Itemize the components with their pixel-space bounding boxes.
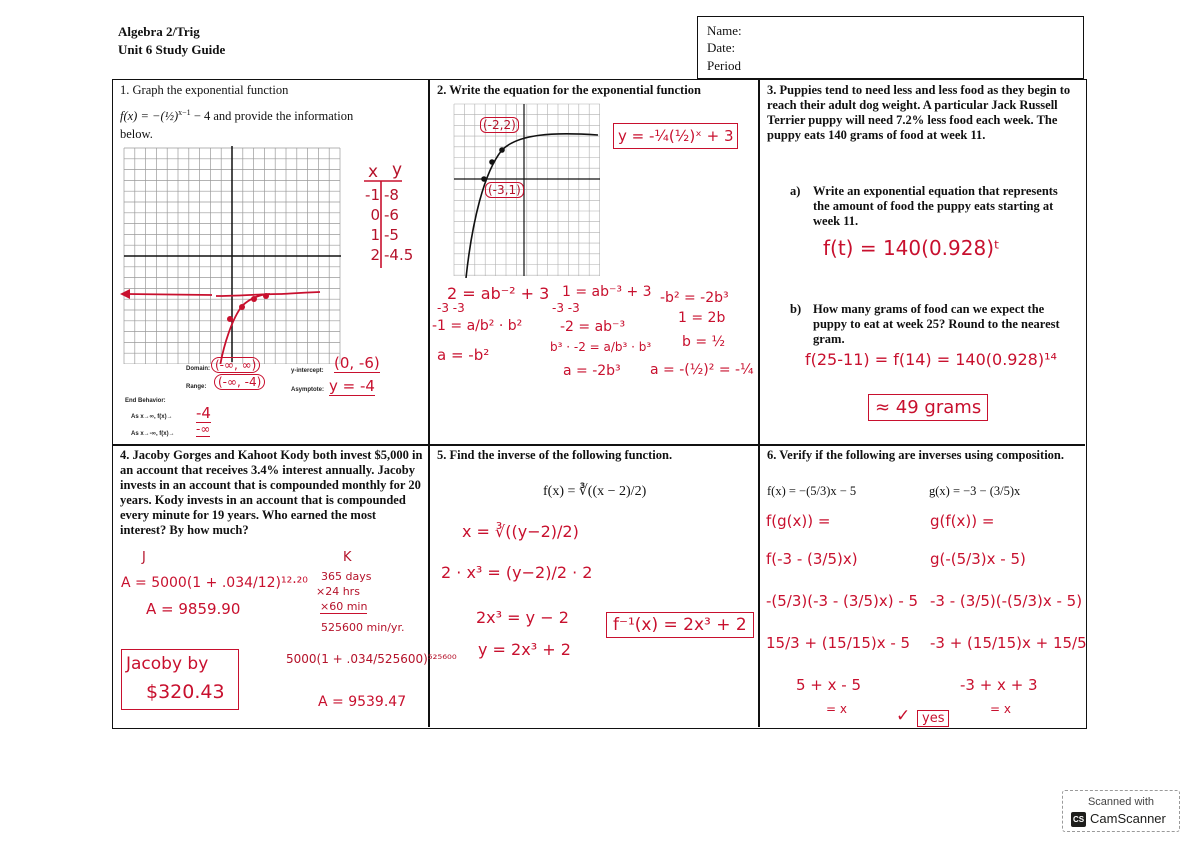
q1-table-x-cell: -1 — [365, 186, 380, 204]
scanned-with-text: Scanned with — [1087, 796, 1155, 808]
q2-work-line: -3 -3 — [552, 301, 580, 315]
q2-work-line: -b² = -2b³ — [660, 290, 729, 306]
domain-answer: (-∞, ∞) — [211, 357, 260, 373]
q4-j-result: A = 9859.90 — [146, 600, 241, 618]
q4-k-work1: 365 days — [321, 570, 372, 583]
q6-work-line: = x — [826, 702, 847, 716]
q2-point — [481, 176, 487, 182]
q2-prompt: 2. Write the equation for the exponential function — [437, 83, 701, 97]
q2-point1-label: (-2,2) — [480, 117, 519, 133]
q4-answer-line2: $320.43 — [146, 681, 225, 703]
asymptote-answer: y = -4 — [329, 377, 375, 395]
q4-answer-line1: Jacoby by — [126, 654, 209, 674]
q6-work-line: -(5/3)(-3 - (3/5)x) - 5 — [766, 592, 919, 610]
q3b-label: b) — [790, 302, 802, 316]
q4-k-result: A = 9539.47 — [318, 694, 407, 710]
camscanner-brand: CamScanner — [1090, 811, 1166, 826]
q4-k-formula: 5000(1 + .034/525600)⁵²⁵⁶⁰⁰ — [286, 652, 457, 666]
divider — [113, 444, 1085, 446]
q6-work-line: 15/3 + (15/15)x - 5 — [766, 634, 911, 652]
domain-label: Domain: — [186, 366, 210, 372]
q6-work-line: f(g(x)) = — [766, 512, 831, 530]
q6-work-line: g(f(x)) = — [930, 512, 995, 530]
name-label: Name: — [707, 23, 742, 38]
range-answer: (-∞, -4) — [214, 374, 265, 390]
q2-work-line: b = ½ — [682, 334, 726, 350]
q1-point — [239, 304, 245, 310]
q5-function: f(x) = ∛((x − 2)/2) — [543, 484, 647, 499]
q4-k-label: K — [343, 550, 352, 565]
name-date-period-box — [697, 16, 1084, 79]
q5-prompt: 5. Find the inverse of the following function. — [437, 448, 673, 462]
period-label: Period — [707, 58, 741, 73]
q5-work1: x = ∛((y−2)/2) — [462, 522, 579, 541]
q1-table-y-cell: -6 — [384, 206, 399, 224]
q2-point — [489, 159, 495, 165]
q5-work3: 2x³ = y − 2 — [476, 608, 569, 627]
q2-work-line: -3 -3 — [437, 301, 465, 315]
q1-arrow-left — [120, 289, 130, 299]
q4-j-label: J — [142, 550, 146, 565]
q2-work-line: a = -b² — [437, 346, 490, 364]
camscanner-badge — [1062, 790, 1180, 832]
end-behavior-1: As x→∞, f(x)→ — [131, 414, 173, 420]
q2-work-line: 1 = ab⁻³ + 3 — [562, 284, 652, 300]
q1-table-x-cell: 1 — [370, 226, 380, 244]
check-icon: ✓ — [896, 706, 911, 726]
q1-exponent: x−1 — [178, 108, 191, 117]
range-label: Range: — [186, 384, 207, 390]
q3b-answer: ≈ 49 grams — [868, 394, 988, 421]
date-label: Date: — [707, 40, 736, 55]
guide-title: Unit 6 Study Guide — [118, 42, 226, 57]
q6-work-line: -3 + x + 3 — [960, 676, 1038, 694]
q1-point — [263, 293, 269, 299]
q5-answer: f⁻¹(x) = 2x³ + 2 — [606, 612, 754, 638]
q6-work-line: -3 - (3/5)(-(5/3)x - 5) — [930, 592, 1083, 610]
q4-answer-box — [121, 649, 239, 710]
q1-prompt-below: below. — [120, 127, 153, 141]
camscanner-logo-icon: CS — [1071, 812, 1086, 827]
q4-j-formula: A = 5000(1 + .034/12)¹²·²⁰ — [121, 575, 308, 591]
y-intercept-label: y-intercept: — [291, 368, 324, 374]
q3b-text: How many grams of food can we expect the puppy to eat at week 25? Round to the nearest gram. — [813, 302, 1060, 346]
q3a-text: Write an exponential equation that represents the amount of food the puppy eats starting at week 11. — [813, 184, 1058, 228]
q1-point — [227, 316, 233, 322]
q4-prompt: 4. Jacoby Gorges and Kahoot Kody both invest $5,000 in an account that receives 3.4% interest annually. Jacoby invests in an account that is compounded monthly for 20 years. Kody invests in an account that is compounded every minute for 19 years. Who earned the most interest? By how much? — [120, 448, 423, 537]
q2-point — [499, 147, 505, 153]
q3a-label: a) — [790, 184, 801, 198]
course-title: Algebra 2/Trig — [118, 24, 200, 39]
q2-curve — [466, 134, 598, 278]
q2-work-line: b³ · -2 = a/b³ · b³ — [550, 340, 652, 354]
q1-function — [120, 105, 353, 124]
q3b-work: f(25-11) = f(14) = 140(0.928)¹⁴ — [805, 350, 1057, 369]
q2-work-line: 2 = ab⁻² + 3 — [447, 284, 550, 303]
end-behavior-2: As x→-∞, f(x)→ — [131, 431, 175, 437]
q2-work-line: a = -(½)² = -¼ — [650, 362, 754, 378]
q3a-answer: f(t) = 140(0.928)ᵗ — [823, 236, 1000, 260]
q6-prompt: 6. Verify if the following are inverses using composition. — [767, 448, 1064, 462]
y-intercept-answer: (0, -6) — [334, 354, 380, 372]
q6-answer: yes — [917, 710, 949, 727]
q5-work4: y = 2x³ + 2 — [478, 640, 571, 659]
q6-f-def: f(x) = −(5/3)x − 5 — [767, 484, 857, 498]
q5-work2: 2 · x³ = (y−2)/2 · 2 — [441, 563, 593, 582]
q4-k-work4: 525600 min/yr. — [321, 621, 405, 634]
q1-table-y-cell: -5 — [384, 226, 399, 244]
q6-g-def: g(x) = −3 − (3/5)x — [929, 484, 1021, 498]
q3-prompt: 3. Puppies tend to need less and less food as they begin to reach their adult dog weight. A particular Jack Russell Terrier puppy will need 7.2% less food each week. The puppy eats 140 grams of food at week 11. — [767, 83, 1071, 142]
end-behavior-label: End Behavior: — [125, 398, 166, 404]
q4-k-work2: ×24 hrs — [316, 585, 360, 598]
q1-table-x-cell: 2 — [370, 246, 380, 264]
q1-table-header-y: y — [392, 160, 403, 180]
q1-table-y-cell: -8 — [384, 186, 399, 204]
q1-point — [251, 296, 257, 302]
q1-table-x-cell: 0 — [370, 206, 380, 224]
q2-work-line: 1 = 2b — [678, 310, 726, 326]
q1-asymptote-curve — [126, 294, 212, 295]
q6-work-line: -3 + (15/15)x + 15/5 — [930, 634, 1087, 652]
q1-function-tail: − 4 and provide the information — [193, 109, 354, 124]
q2-work-line: -2 = ab⁻³ — [560, 319, 626, 335]
q1-function-base: f(x) = −(½) — [120, 109, 179, 124]
q1-table-header-x: x — [368, 162, 379, 182]
asymptote-label: Asymptote: — [291, 387, 325, 393]
q1-prompt: 1. Graph the exponential function — [120, 83, 289, 97]
end-behavior-1-answer: -4 — [196, 404, 211, 422]
q2-work-line: a = -2b³ — [563, 363, 621, 379]
q6-work-line: = x — [990, 702, 1011, 716]
q6-work-line: g(-(5/3)x - 5) — [930, 550, 1026, 568]
q2-graph — [452, 102, 602, 278]
q1-table-y-cell: -4.5 — [384, 246, 414, 264]
q2-work-line: -1 = a/b² · b² — [432, 318, 523, 334]
end-behavior-2-answer: -∞ — [196, 422, 211, 436]
q1-coordinate-grid — [120, 144, 345, 364]
q6-work-line: f(-3 - (3/5)x) — [766, 550, 858, 568]
q4-k-work3: ×60 min — [320, 600, 368, 613]
divider — [758, 80, 760, 727]
divider — [428, 80, 430, 727]
q2-point2-label: (-3,1) — [485, 182, 524, 198]
q2-answer: y = -¼(½)ˣ + 3 — [613, 123, 738, 149]
q6-work-line: 5 + x - 5 — [796, 676, 862, 694]
